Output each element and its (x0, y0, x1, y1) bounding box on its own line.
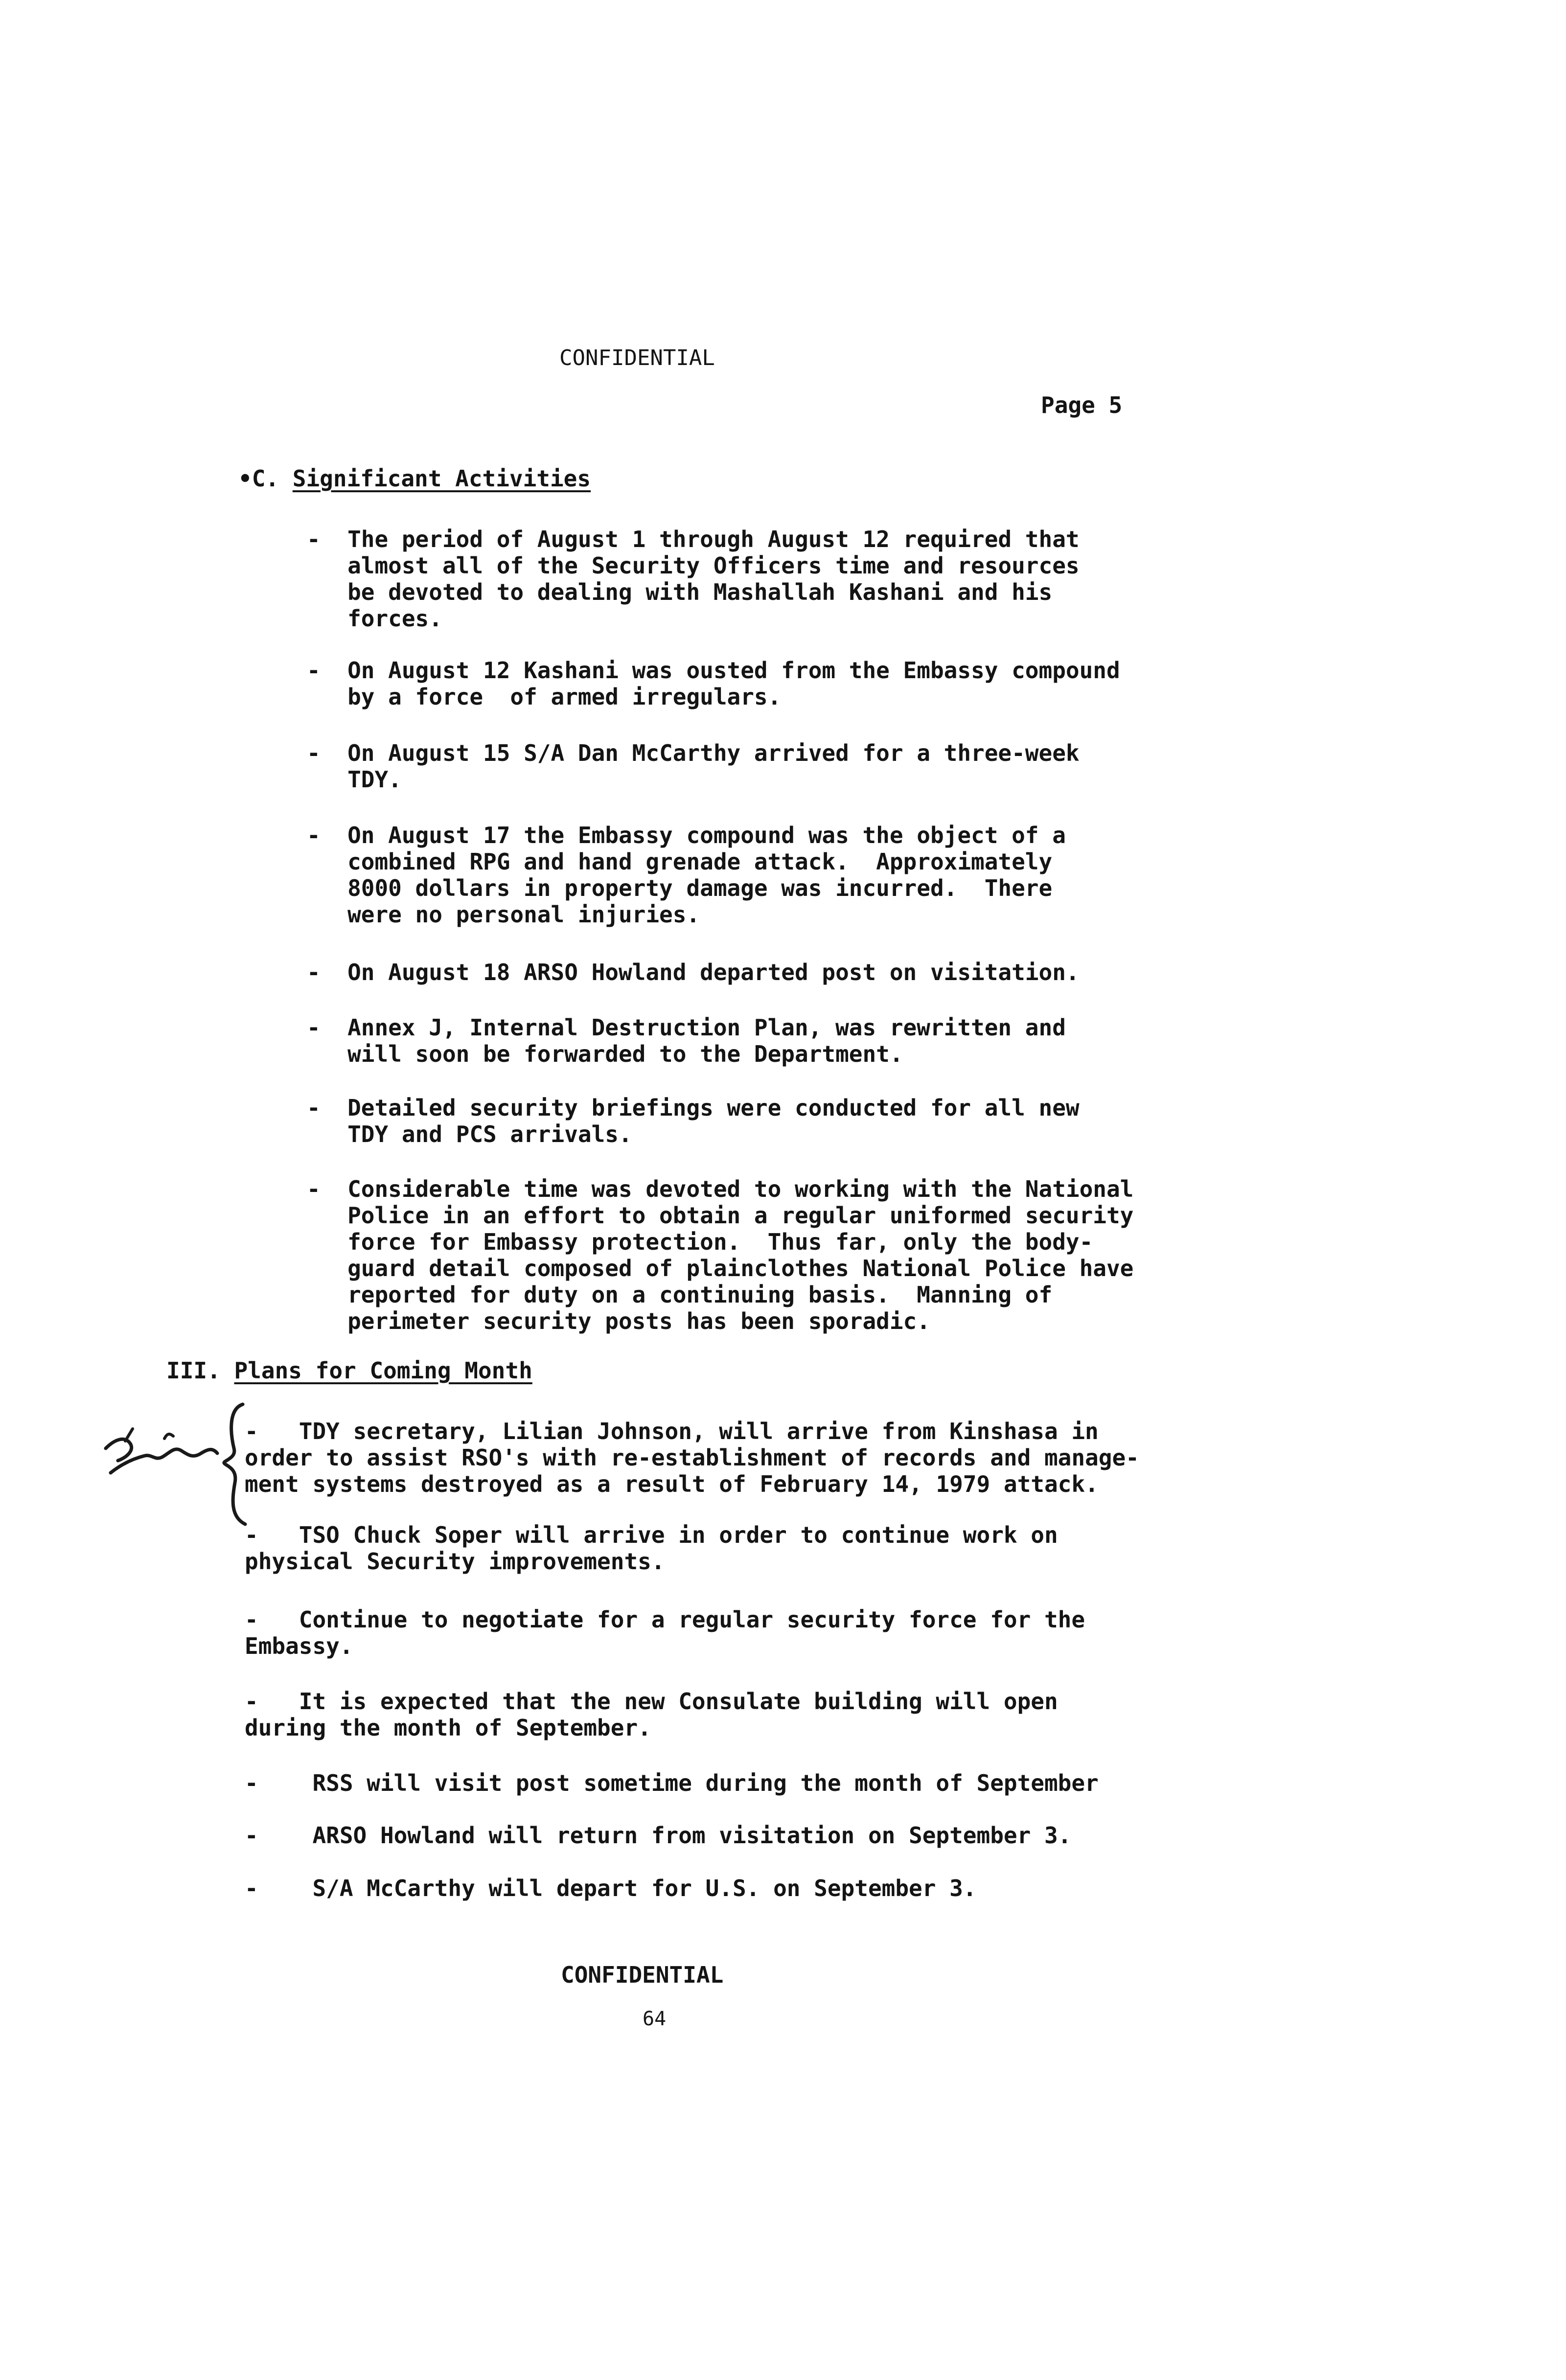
activity-item: - Annex J, Internal Destruction Plan, was rewritten and will soon be forwarded to the Department. (307, 1014, 1066, 1067)
activity-item: - The period of August 1 through August 12 required that almost all of the Security Officers time and resources be devoted to dealing with Mashallah Kashani and his forces. (307, 526, 1080, 632)
section-iii-heading (166, 1357, 532, 1384)
section-iii-marker: III. (166, 1357, 221, 1384)
classification-header: CONFIDENTIAL (559, 345, 715, 370)
plan-item: - It is expected that the new Consulate building will open during the month of September. (245, 1688, 1058, 1741)
activity-item: - On August 18 ARSO Howland departed post on visitation. (307, 959, 1080, 985)
plan-item: - TSO Chuck Soper will arrive in order to continue work on physical Security improvements. (245, 1522, 1058, 1575)
plan-item: - TDY secretary, Lilian Johnson, will arrive from Kinshasa in order to assist RSO's with re-establishment of records and manage- ment systems destroyed as a result of February 14, 1979 attack. (245, 1418, 1139, 1497)
plan-item: - Continue to negotiate for a regular security force for the Embassy. (245, 1606, 1085, 1659)
document-number: 64 (643, 2008, 667, 2030)
section-c-marker: •C. (238, 465, 279, 492)
activity-item: - Detailed security briefings were conducted for all new TDY and PCS arrivals. (307, 1095, 1080, 1147)
section-c-heading (238, 465, 591, 492)
activity-item: - On August 15 S/A Dan McCarthy arrived for a three-week TDY. (307, 740, 1080, 793)
section-c-title: Significant Activities (292, 465, 591, 492)
plan-item: - RSS will visit post sometime during the month of September (245, 1770, 1099, 1796)
plan-item: - S/A McCarthy will depart for U.S. on September 3. (245, 1875, 977, 1901)
activity-item: - On August 12 Kashani was ousted from the Embassy compound by a force of armed irregulars. (307, 657, 1120, 710)
section-iii-title: Plans for Coming Month (234, 1357, 532, 1384)
classification-footer: CONFIDENTIAL (561, 1962, 724, 1988)
page-number: Page 5 (1041, 392, 1123, 418)
activity-item: - Considerable time was devoted to working with the National Police in an effort to obtain a regular uniformed security force for Embassy protection. Thus far, only the body- guard detail composed of plainclothes National Police have reported for duty on a continuing basis. Manning of perimeter security posts has been sporadic. (307, 1176, 1134, 1334)
handwritten-annotation (96, 1399, 257, 1527)
activity-item: - On August 17 the Embassy compound was the object of a combined RPG and hand grenade attack. Approximately 8000 dollars in property damage was incurred. There were no personal injuries. (307, 822, 1066, 928)
plan-item: - ARSO Howland will return from visitation on September 3. (245, 1822, 1072, 1849)
